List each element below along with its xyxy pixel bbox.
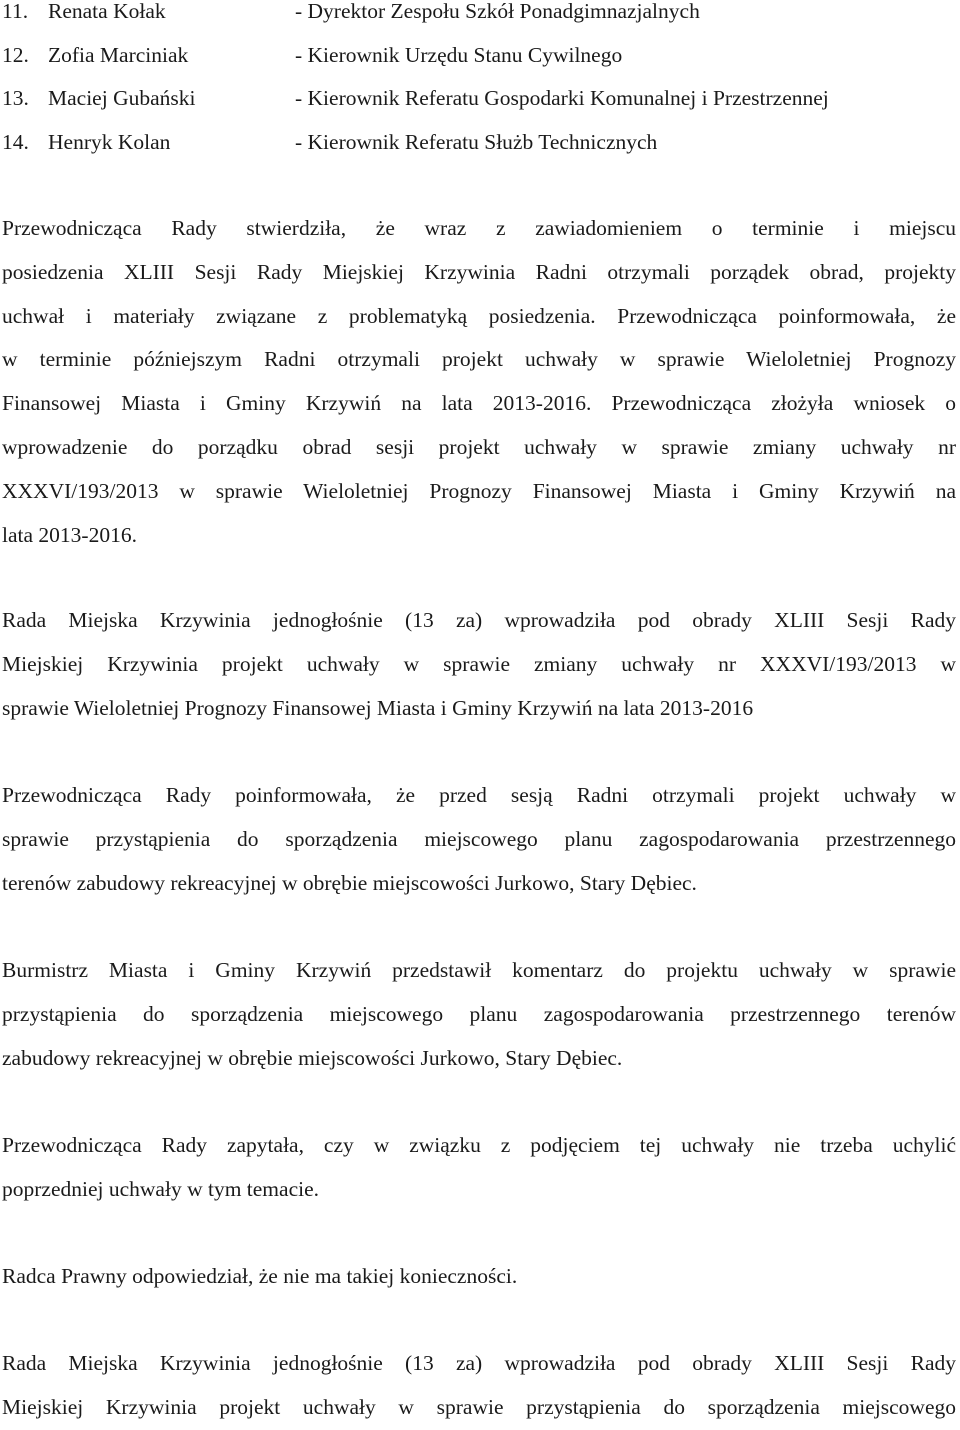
text-line: przystąpienia do sporządzenia miejscowego planu zagospodarowania przestrzennego terenów [2,1001,956,1026]
attendee-role: - Kierownik Referatu Służb Technicznych [295,129,658,154]
attendee-name: Renata Kołak [48,0,166,23]
text-line: uchwał i materiały związane z problematyką posiedzenia. Przewodnicząca poinformowała, że [2,303,956,328]
list-item-number: 13. [2,86,29,110]
text-line: poprzedniej uchwały w tym temacie. [2,1176,320,1201]
list-item [0,0,960,38]
text-line: Miejskiej Krzywinia projekt uchwały w sprawie przystąpienia do sporządzenia miejscowego [2,1394,956,1419]
list-item [0,81,960,125]
text-line: Przewodnicząca Rady stwierdziła, że wraz z zawiadomieniem o terminie i miejscu [2,216,956,240]
text-line: Rada Miejska Krzywinia jednogłośnie (13 za) wprowadziła pod obrady XLIII Sesji Rady [2,608,956,632]
list-item-number: 14. [2,129,29,154]
list-item [0,125,960,169]
text-line: terenów zabudowy rekreacyjnej w obrębie miejscowości Jurkowo, Stary Dębiec. [2,870,697,895]
text-line: wprowadzenie do porządku obrad sesji projekt uchwały w sprawie zmiany uchwały nr [2,434,956,459]
paragraph-draft-resolution-notice [2,774,956,905]
text-line: posiedzenia XLIII Sesji Rady Miejskiej Krzywinia Radni otrzymali porządek obrad, projekty [2,259,956,284]
attendee-list [0,0,960,168]
text-line: Burmistrz Miasta i Gminy Krzywiń przedstawił komentarz do projektu uchwały w sprawie [2,958,956,982]
text-line: XXXVI/193/2013 w sprawie Wieloletniej Prognozy Finansowej Miasta i Gminy Krzywiń na [2,478,956,503]
paragraph-legal-answer [2,1255,956,1299]
text-line: sprawie przystąpienia do sporządzenia miejscowego planu zagospodarowania przestrzennego [2,826,956,851]
list-item [0,38,960,82]
attendee-role: - Kierownik Referatu Gospodarki Komunalnej i Przestrzennej [295,86,829,110]
attendee-role: - Kierownik Urzędu Stanu Cywilnego [295,42,623,67]
text-line: Miejskiej Krzywinia projekt uchwały w sprawie zmiany uchwały nr XXXVI/193/2013 w [2,651,956,676]
attendee-name: Henryk Kolan [48,129,171,154]
list-item-number: 12. [2,42,29,67]
attendee-name: Zofia Marciniak [48,42,189,67]
text-line: Przewodnicząca Rady zapytała, czy w związku z podjęciem tej uchwały nie trzeba uchylić [2,1133,956,1157]
text-line: Przewodnicząca Rady poinformowała, że przed sesją Radni otrzymali projekt uchwały w [2,783,956,807]
text-line: zabudowy rekreacyjnej w obrębie miejscowości Jurkowo, Stary Dębiec. [2,1045,623,1070]
paragraph-vote-agenda-change [2,599,956,730]
paragraph-mayor-comment [2,949,956,1080]
paragraph-agenda-notice [2,207,956,557]
text-line: Radca Prawny odpowiedział, że nie ma takiej konieczności. [2,1264,518,1288]
paragraph-chair-question [2,1124,956,1212]
text-line: w terminie późniejszym Radni otrzymali projekt uchwały w sprawie Wieloletniej Prognozy [2,347,956,372]
attendee-role: - Dyrektor Zespołu Szkół Ponadgimnazjalnych [295,0,700,23]
paragraph-vote-planning [2,1342,956,1430]
attendee-name: Maciej Gubański [48,86,196,110]
text-line: Finansowej Miasta i Gminy Krzywiń na lata 2013-2016. Przewodnicząca złożyła wniosek o [2,391,956,416]
list-item-number: 11. [2,0,29,23]
text-line: lata 2013-2016. [2,522,137,547]
text-line: sprawie Wieloletniej Prognozy Finansowej Miasta i Gminy Krzywiń na lata 2013-2016 [2,695,754,720]
text-line: Rada Miejska Krzywinia jednogłośnie (13 za) wprowadziła pod obrady XLIII Sesji Rady [2,1351,956,1375]
